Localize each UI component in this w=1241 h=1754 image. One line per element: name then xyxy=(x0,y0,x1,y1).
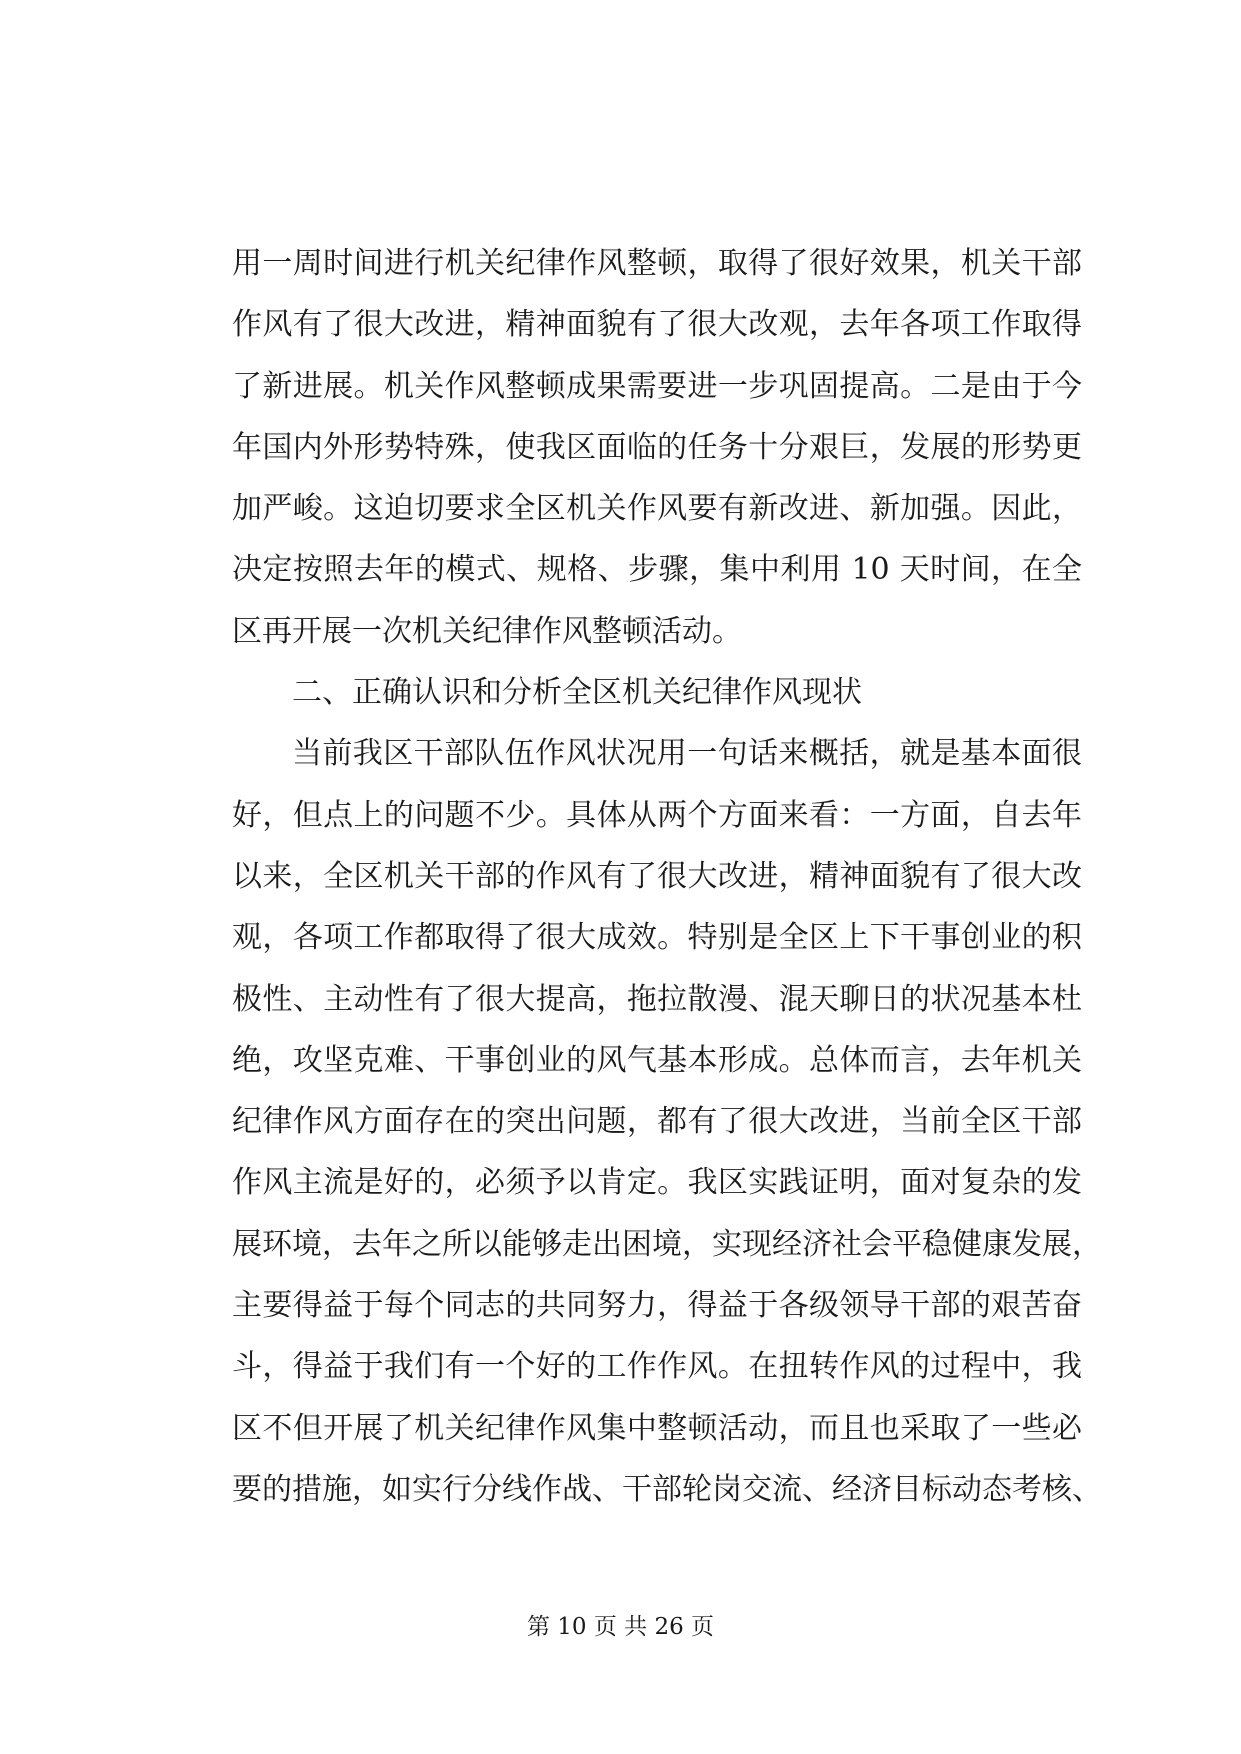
paragraph-line: 加严峻。这迫切要求全区机关作风要有新改进、新加强。因此， xyxy=(232,491,1082,527)
paragraph-line: 用一周时间进行机关纪律作风整顿，取得了很好效果，机关干部 xyxy=(232,246,1082,281)
paragraph-line: 要的措施，如实行分线作战、干部轮岗交流、经济目标动态考核、 xyxy=(232,1471,1102,1507)
paragraph-line: 作风主流是好的，必须予以肯定。我区实践证明，面对复杂的发 xyxy=(232,1165,1082,1201)
paragraph-line: 了新进展。机关作风整顿成果需要进一步巩固提高。二是由于今 xyxy=(232,368,1082,404)
section-heading: 二、正确认识和分析全区机关纪律作风现状 xyxy=(292,675,862,711)
paragraph-line: 展环境，去年之所以能够走出困境，实现经济社会平稳健康发展， xyxy=(232,1226,1102,1262)
paragraph-line: 纪律作风方面存在的突出问题，都有了很大改进，当前全区干部 xyxy=(232,1104,1082,1140)
paragraph-line: 作风有了很大改进，精神面貌有了很大改观，去年各项工作取得 xyxy=(232,307,1082,343)
paragraph-line: 极性、主动性有了很大提高，拖拉散漫、混天聊日的状况基本杜 xyxy=(232,981,1082,1017)
page-number-footer: 第 10 页 共 26 页 xyxy=(526,1614,715,1640)
paragraph-line: 年国内外形势特殊，使我区面临的任务十分艰巨，发展的形势更 xyxy=(232,429,1082,465)
body-text xyxy=(232,233,1102,1520)
paragraph-line: 区再开展一次机关纪律作风整顿活动。 xyxy=(232,613,742,649)
paragraph-line: 观，各项工作都取得了很大成效。特别是全区上下干事创业的积 xyxy=(232,920,1082,956)
paragraph-line: 主要得益于每个同志的共同努力，得益于各级领导干部的艰苦奋 xyxy=(232,1288,1082,1324)
paragraph-line: 绝，攻坚克难、干事创业的风气基本形成。总体而言，去年机关 xyxy=(232,1042,1082,1078)
paragraph-line: 区不但开展了机关纪律作风集中整顿活动，而且也采取了一些必 xyxy=(232,1410,1082,1446)
paragraph-line: 决定按照去年的模式、规格、步骤，集中利用 10 天时间，在全 xyxy=(232,552,1082,588)
paragraph-line: 斗，得益于我们有一个好的工作作风。在扭转作风的过程中，我 xyxy=(232,1349,1082,1385)
paragraph-line: 当前我区干部队伍作风状况用一句话来概括，就是基本面很 xyxy=(292,736,1082,772)
paragraph-line: 好，但点上的问题不少。具体从两个方面来看：一方面，自去年 xyxy=(232,797,1082,833)
paragraph-line: 以来，全区机关干部的作风有了很大改进，精神面貌有了很大改 xyxy=(232,858,1082,894)
